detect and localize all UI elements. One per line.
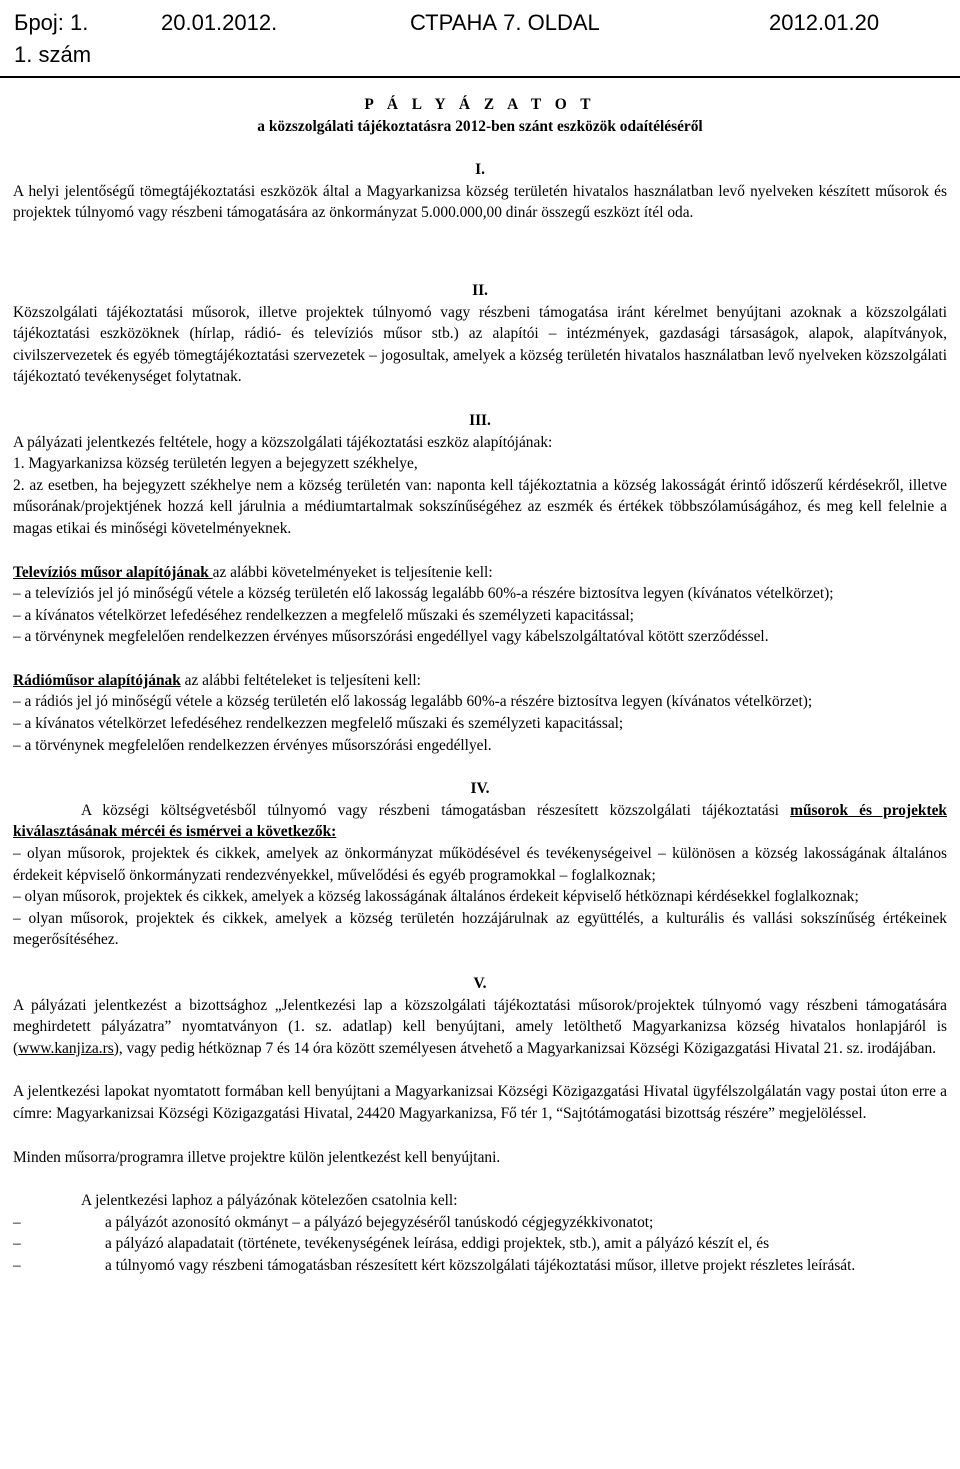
section-3-intro: A pályázati jelentkezés feltétele, hogy a közszolgálati tájékoztatási eszköz alapítójának: bbox=[13, 433, 553, 451]
attachment-dash: – bbox=[13, 1256, 21, 1274]
attachment-text: a pályázót azonosító okmányt – a pályázó bejegyzéséről tanúskodó cégjegyzékkivonatot; bbox=[105, 1213, 654, 1231]
section-4-intro bbox=[13, 800, 947, 843]
section-2-text: Közszolgálati tájékoztatási műsorok, illetve projektek túlnyomó vagy részbeni támogatása iránt kérelmet benyújtani azoknak a közszolgálati tájékoztatási eszközöknek (hírlap, rádió- és televíziós műsor stb.) az alapítói – intézmények, gazdasági társaságok, alapok, alapítványok, civilszervezetek és egyéb tömegtájékoztatási szervezetek – jogosultak, amelyek a község területén hivatalos használatban levő nyelveken közszolgálati tájékoztató tevékenységet folytatnak. bbox=[13, 303, 947, 386]
document-subtitle: a közszolgálati tájékoztatásra 2012-ben szánt eszközök odaítéléséről bbox=[257, 117, 703, 135]
section-5-number: V. bbox=[473, 975, 487, 992]
section-5-paragraph-1 bbox=[13, 995, 947, 1060]
attachment-text: a túlnyomó vagy részbeni támogatásban részesített kért közszolgálati tájékoztatási műsor, illetve projekt részletes leírását. bbox=[105, 1256, 856, 1274]
page-header bbox=[0, 8, 960, 72]
document-title: P Á L Y Á Z A T O T bbox=[364, 96, 596, 113]
radio-requirements-lead: az alábbi feltételeket is teljesíteni kell: bbox=[180, 671, 421, 689]
section-1-number: I. bbox=[475, 161, 485, 179]
criteria-item: – olyan műsorok, projektek és cikkek, amelyek a község területén hozzájárulnak az együttélés, a kulturális és vallási sokszínűség értékeinek megerősítéséhez. bbox=[13, 909, 947, 949]
attachment-text: a pályázó alapadatait (története, tevékenységének leírása, eddigi projektek, stb.), amit a pályázó készít el, és bbox=[105, 1235, 770, 1253]
website-link[interactable]: www.kanjiza.rs bbox=[18, 1039, 114, 1057]
section-5-p1-text: A pályázati jelentkezést a bizottsághoz „Jelentkezési lap a közszolgálati tájékoztatási műsorok/projektek túlnyomó vagy részbeni támogatására meghirdetett pályázatra” nyomtatványon (1. sz. adatlap) kell benyújtani, amely letölthető Magyarkanizsa község hivatalos honlapjáról is ( bbox=[13, 996, 947, 1057]
tv-founder-label: Televíziós műsor alapítójának bbox=[13, 563, 213, 581]
attachment-item bbox=[13, 1255, 947, 1277]
radio-founder-label: Rádióműsor alapítójának bbox=[13, 671, 181, 689]
attachment-item bbox=[13, 1233, 947, 1255]
header-divider bbox=[0, 76, 960, 78]
radio-requirement-item: – a rádiós jel jó minőségű vétele a község területén elő lakosság legalább 60%-a részére biztosítva legyen (kívánatos vételkörzet); bbox=[13, 693, 813, 711]
page-number-label: СТРАНА 7. OLDAL bbox=[410, 10, 600, 35]
section-3-number: III. bbox=[469, 411, 491, 429]
attachments-intro: A jelentkezési laphoz a pályázónak kötelezően csatolnia kell: bbox=[81, 1192, 458, 1210]
attachment-item bbox=[13, 1212, 947, 1234]
attachments-block bbox=[13, 1190, 947, 1276]
attachment-dash: – bbox=[13, 1213, 21, 1231]
tv-requirements-heading bbox=[13, 562, 947, 584]
tv-requirement-item: – a kívánatos vételkörzet lefedéséhez rendelkezzen a megfelelő műszaki és személyzeti kapacitással; bbox=[13, 606, 634, 624]
document-body bbox=[13, 94, 947, 1277]
section-1-text: A helyi jelentőségű tömegtájékoztatási eszközök által a Magyarkanizsa község területén hivatalos használatban levő nyelveken készített műsorok és projektek túlnyomó vagy részbeni támogatására az önkormányzat 5.000.000,00 dinár összegű eszközt ítél oda. bbox=[13, 182, 947, 222]
date-right: 2012.01.20 bbox=[769, 10, 880, 35]
section-2-number: II. bbox=[472, 281, 488, 299]
tv-requirement-item: – a törvénynek megfelelően rendelkezzen érvényes műsorszórási engedéllyel vagy kábelszolgáltatóval kötött szerződéssel. bbox=[13, 628, 769, 646]
section-5-paragraph-3: Minden műsorra/programra illetve projektre külön jelentkezést kell benyújtani. bbox=[13, 1148, 501, 1166]
section-5-paragraph-2: A jelentkezési lapokat nyomtatott formában kell benyújtani a Magyarkanizsai Községi Közigazgatási Hivatal ügyfélszolgálatán vagy postai úton erre a címre: Magyarkanizsai Községi Közigazgatási Hivatal, 24420 Magyarkanizsa, Fő tér 1, “Sajtótámogatási bizottság részére” megjelöléssel. bbox=[13, 1083, 947, 1122]
section-5-p1-rest: ), vagy pedig hétköznap 7 és 14 óra között személyesen átvehető a Magyarkanizsai Községi Közigazgatási Hivatal 21. sz. irodájában. bbox=[113, 1039, 936, 1057]
attachment-dash: – bbox=[13, 1235, 21, 1253]
tv-requirement-item: – a televíziós jel jó minőségű vétele a község területén elő lakosság legalább 60%-a részére biztosítva legyen (kívánatos vételkörzet); bbox=[13, 585, 834, 603]
section-3-item-2: 2. az esetben, ha bejegyzett székhelye nem a község területén van: naponta kell tájékoztatnia a község lakosságát érintő időszerű kérdésekről, illetve műsorának/projektjének hozzá kell járulnia a médiumtartalmak sokszínűségéhez az eszmék és értékek többszólamúságához, és meg kell felelnie a magas etikai és minőségi követelményeknek. bbox=[13, 476, 947, 537]
criteria-item: – olyan műsorok, projektek és cikkek, amelyek a község lakosságának általános érdekeit képviselő hétköznapi kérdésekkel foglalkoznak; bbox=[13, 888, 859, 906]
section-4-number: IV. bbox=[470, 780, 490, 798]
date-left: 20.01.2012. bbox=[161, 10, 278, 35]
section-3-item-1: 1. Magyarkanizsa község területén legyen a bejegyzett székhelye, bbox=[13, 455, 418, 473]
criteria-item: – olyan műsorok, projektek és cikkek, amelyek az önkormányzat működésével és tevékenységeivel – különösen a község lakosságának általános érdekeit képviselő önkormányzati rendezvényekkel, művelődési és egyéb programokkal – foglalkoznak; bbox=[13, 845, 947, 884]
radio-requirement-item: – a törvénynek megfelelően rendelkezzen érvényes műsorszórási engedéllyel. bbox=[13, 736, 492, 754]
radio-requirement-item: – a kívánatos vételkörzet lefedéséhez rendelkezzen megfelelő műszaki és személyzeti kapacitással; bbox=[13, 715, 624, 733]
issue-number-hungarian: 1. szám bbox=[14, 42, 92, 67]
section-4-intro-text: A községi költségvetésből túlnyomó vagy részbeni támogatásban részesített közszolgálati tájékoztatási bbox=[81, 801, 791, 819]
radio-requirements-heading bbox=[13, 670, 947, 692]
issue-number-serbian: Број: 1. bbox=[14, 10, 89, 35]
section-4-criteria-heading: műsorok és projektek kiválasztásának mércéi és ismérvei a következők: bbox=[13, 801, 947, 841]
tv-requirements-lead: az alábbi követelményeket is teljesítenie kell: bbox=[212, 563, 493, 581]
